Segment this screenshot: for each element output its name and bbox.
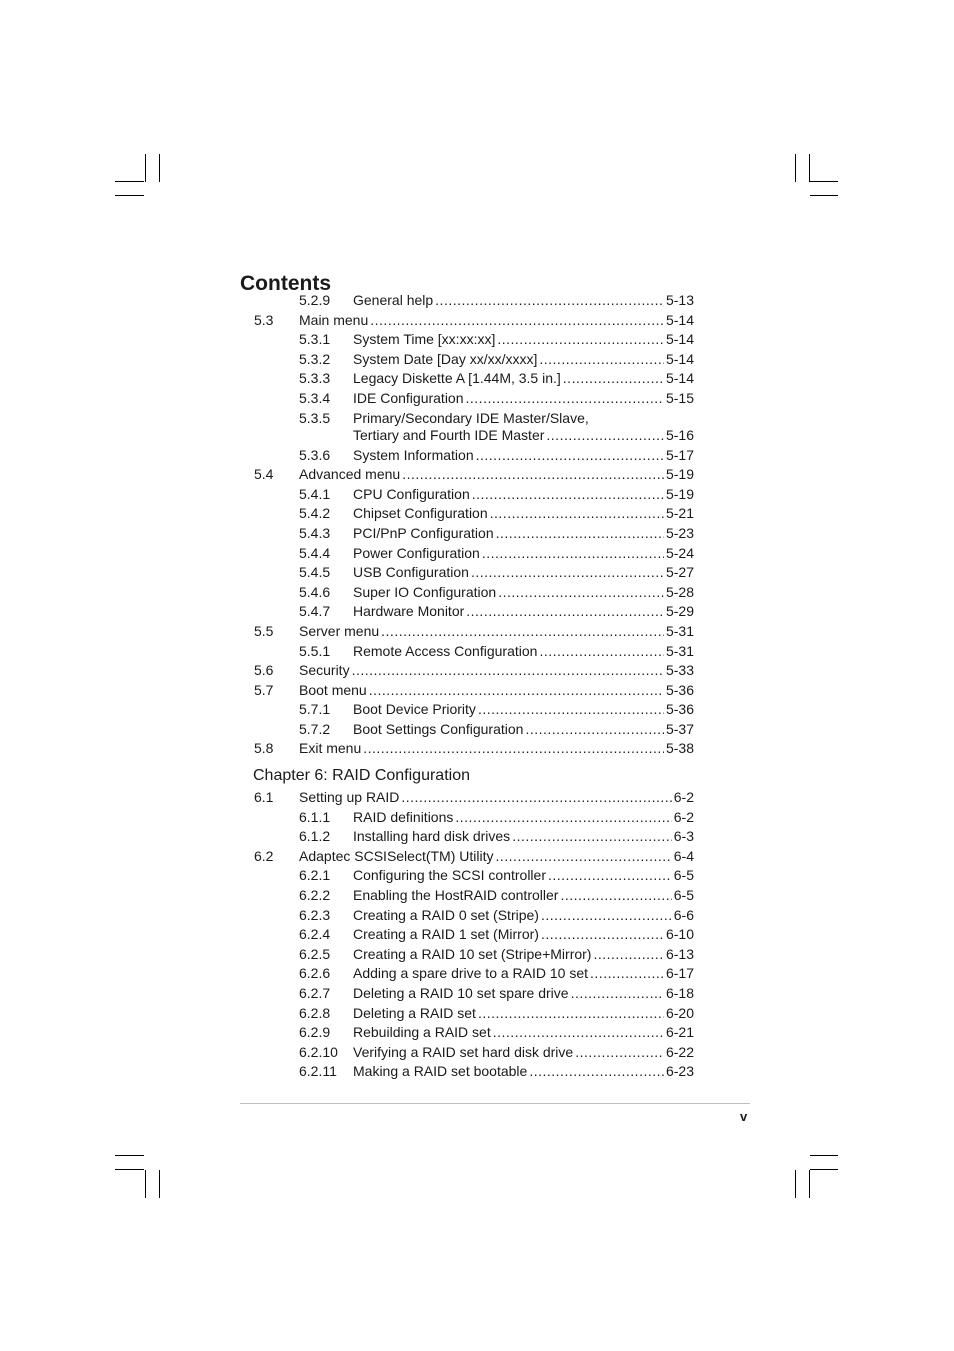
dot-leader bbox=[548, 866, 672, 886]
toc-entry[interactable] bbox=[0, 886, 954, 906]
toc-entry-title: Making a RAID set bootable bbox=[353, 1063, 528, 1080]
dot-leader bbox=[482, 544, 664, 564]
toc-entry-title: Creating a RAID 1 set (Mirror) bbox=[353, 926, 539, 943]
toc-entry-page: 5-19 bbox=[665, 485, 694, 502]
toc-entry-page: 6-10 bbox=[665, 926, 694, 943]
table-of-contents bbox=[0, 291, 954, 1082]
toc-entry-page: 6-20 bbox=[665, 1004, 694, 1021]
toc-entry-number: 5.8 bbox=[254, 740, 274, 757]
toc-entry-page: 5-17 bbox=[665, 446, 694, 463]
dot-leader bbox=[478, 700, 664, 720]
toc-entry[interactable] bbox=[0, 866, 954, 886]
toc-entry-number: 6.2.11 bbox=[299, 1063, 337, 1080]
toc-entry-number: 6.2.9 bbox=[299, 1024, 331, 1041]
dot-leader bbox=[575, 1043, 664, 1063]
toc-entry-title: Advanced menu bbox=[299, 466, 401, 483]
toc-entry-title: Main menu bbox=[299, 311, 369, 328]
toc-entry-number: 5.5 bbox=[254, 622, 274, 639]
toc-entry-title: Super IO Configuration bbox=[353, 583, 497, 600]
toc-entry-page: 5-37 bbox=[665, 720, 694, 737]
dot-leader bbox=[539, 350, 664, 370]
toc-entry-number: 5.4.6 bbox=[299, 583, 331, 600]
dot-leader bbox=[496, 524, 664, 544]
toc-entry[interactable] bbox=[0, 291, 954, 311]
toc-entry[interactable] bbox=[0, 504, 954, 524]
toc-entry-title: System Date [Day xx/xx/xxxx] bbox=[353, 350, 538, 367]
toc-entry-title: Deleting a RAID 10 set spare drive bbox=[353, 985, 569, 1001]
toc-entry-title: Configuring the SCSI controller bbox=[353, 867, 546, 884]
toc-entry-page: 5-14 bbox=[665, 311, 694, 328]
toc-entry-number: 6.2.6 bbox=[299, 965, 331, 982]
toc-entry[interactable] bbox=[0, 661, 954, 681]
toc-entry-page: 5-19 bbox=[665, 466, 694, 483]
toc-entry-page: 5-36 bbox=[665, 701, 694, 718]
dot-leader bbox=[498, 583, 664, 603]
toc-entry[interactable] bbox=[0, 720, 954, 740]
toc-entry-number: 5.3.6 bbox=[299, 446, 331, 463]
toc-entry-number: 5.6 bbox=[254, 662, 274, 679]
dot-leader bbox=[541, 925, 664, 945]
toc-entry-title: Exit menu bbox=[299, 740, 362, 757]
chapter-6-heading-block bbox=[0, 759, 954, 788]
toc-entry-title: System Time [xx:xx:xx] bbox=[353, 331, 496, 348]
toc-entry-title: Creating a RAID 0 set (Stripe) bbox=[353, 906, 539, 923]
toc-entry-title: Enabling the HostRAID controller bbox=[353, 887, 559, 904]
toc-entry-title: Creating a RAID 10 set (Stripe+Mirror) bbox=[353, 945, 592, 962]
toc-entry-number: 6.2.2 bbox=[299, 887, 331, 904]
dot-leader bbox=[363, 739, 664, 759]
dot-leader bbox=[496, 847, 672, 867]
dot-leader bbox=[466, 602, 664, 622]
toc-entry-number: 5.4.3 bbox=[299, 524, 331, 541]
chapter-6-entries bbox=[0, 788, 954, 1082]
dot-leader bbox=[476, 446, 664, 466]
toc-entry-page: 6-5 bbox=[673, 887, 694, 904]
toc-entry[interactable] bbox=[0, 788, 954, 808]
toc-entry[interactable] bbox=[0, 485, 954, 505]
toc-entry[interactable] bbox=[0, 602, 954, 622]
toc-entry-title: PCI/PnP Configuration bbox=[353, 524, 494, 541]
toc-entry-number: 5.4.7 bbox=[299, 603, 331, 620]
dot-leader bbox=[593, 945, 664, 965]
toc-entry-number: 6.1 bbox=[254, 789, 274, 806]
chapter-5-entries bbox=[0, 291, 954, 759]
toc-entry-number: 6.2.4 bbox=[299, 926, 331, 943]
toc-entry-page: 5-15 bbox=[665, 389, 694, 406]
toc-entry-title: Boot Device Priority bbox=[353, 701, 476, 718]
toc-entry[interactable] bbox=[0, 544, 954, 564]
toc-entry[interactable] bbox=[0, 563, 954, 583]
dot-leader bbox=[529, 1062, 664, 1082]
toc-entry[interactable] bbox=[0, 389, 954, 409]
dot-leader bbox=[560, 886, 671, 906]
toc-entry[interactable] bbox=[0, 847, 954, 867]
toc-entry-page: 6-5 bbox=[673, 867, 694, 884]
dot-leader bbox=[471, 563, 664, 583]
toc-entry-page: 5-14 bbox=[665, 370, 694, 387]
toc-entry-page: 5-33 bbox=[665, 662, 694, 679]
page-number: v bbox=[740, 1109, 748, 1124]
toc-entry-title: Primary/Secondary IDE Master/Slave, bbox=[353, 409, 589, 426]
toc-entry-title: Legacy Diskette A [1.44M, 3.5 in.] bbox=[353, 370, 561, 387]
dot-leader bbox=[497, 330, 664, 350]
toc-entry-number: 5.4.1 bbox=[299, 485, 331, 502]
dot-leader bbox=[571, 984, 664, 1004]
toc-entry[interactable] bbox=[0, 964, 954, 984]
toc-entry-title: Server menu bbox=[299, 622, 380, 639]
dot-leader bbox=[369, 681, 664, 701]
toc-entry-number: 6.1.2 bbox=[299, 828, 331, 845]
toc-entry-page: 6-3 bbox=[673, 828, 694, 845]
toc-entry[interactable] bbox=[0, 925, 954, 945]
dot-leader bbox=[493, 1023, 664, 1043]
toc-entry-number: 5.7.1 bbox=[299, 701, 331, 718]
toc-entry-title: Rebuilding a RAID set bbox=[353, 1024, 491, 1041]
toc-entry-title: Adding a spare drive to a RAID 10 set bbox=[353, 965, 589, 982]
toc-entry-number: 5.4.4 bbox=[299, 544, 331, 561]
toc-entry-title: Security bbox=[299, 662, 350, 679]
dot-leader bbox=[402, 465, 664, 485]
dot-leader bbox=[512, 827, 672, 847]
toc-entry-title: Adaptec SCSISelect(TM) Utility bbox=[299, 847, 494, 864]
dot-leader bbox=[478, 1004, 664, 1024]
toc-entry-page: 5-13 bbox=[665, 292, 694, 308]
toc-entry-title: CPU Configuration bbox=[353, 485, 470, 502]
toc-entry-title: Deleting a RAID set bbox=[353, 1004, 476, 1021]
toc-entry[interactable] bbox=[0, 906, 954, 926]
toc-entry-title: Remote Access Configuration bbox=[353, 642, 538, 659]
toc-entry-number: 6.2.3 bbox=[299, 906, 331, 923]
toc-entry-title: Setting up RAID bbox=[299, 789, 400, 806]
toc-entry-number: 5.7.2 bbox=[299, 720, 331, 737]
toc-entry-number: 5.5.1 bbox=[299, 642, 331, 659]
toc-entry[interactable] bbox=[0, 369, 954, 389]
toc-entry-title: Tertiary and Fourth IDE Master bbox=[353, 427, 545, 444]
toc-entry-number: 5.3.5 bbox=[299, 409, 331, 426]
dot-leader bbox=[401, 788, 671, 808]
toc-entry-number: 6.2.1 bbox=[299, 867, 331, 884]
toc-entry-page: 5-24 bbox=[665, 544, 694, 561]
toc-entry[interactable] bbox=[0, 739, 954, 759]
toc-entry[interactable] bbox=[0, 808, 954, 828]
toc-entry-page: 6-21 bbox=[665, 1024, 694, 1041]
toc-entry[interactable] bbox=[0, 945, 954, 965]
dot-leader bbox=[472, 485, 664, 505]
toc-entry-title: Verifying a RAID set hard disk drive bbox=[353, 1043, 574, 1060]
toc-entry-number: 5.3 bbox=[254, 311, 274, 328]
toc-entry-page: 6-6 bbox=[673, 906, 694, 923]
toc-entry[interactable] bbox=[0, 984, 954, 1004]
toc-entry[interactable] bbox=[0, 1004, 954, 1024]
dot-leader bbox=[539, 642, 664, 662]
toc-entry[interactable] bbox=[0, 524, 954, 544]
toc-entry[interactable] bbox=[0, 827, 954, 847]
toc-entry[interactable] bbox=[0, 681, 954, 701]
toc-entry-page: 5-36 bbox=[665, 681, 694, 698]
dot-leader bbox=[352, 661, 664, 681]
toc-entry-page: 6-4 bbox=[673, 847, 694, 864]
toc-entry-number: 5.3.2 bbox=[299, 350, 331, 367]
toc-entry-page: 6-23 bbox=[665, 1063, 694, 1080]
toc-entry-page: 6-2 bbox=[673, 789, 694, 806]
footer-rule bbox=[240, 1103, 750, 1104]
toc-entry-number: 6.2.5 bbox=[299, 945, 331, 962]
toc-entry-page: 5-14 bbox=[665, 331, 694, 348]
toc-entry-number: 5.3.1 bbox=[299, 331, 331, 348]
toc-entry-page: 5-31 bbox=[665, 622, 694, 639]
toc-entry-page: 5-14 bbox=[665, 350, 694, 367]
toc-entry-title: General help bbox=[353, 292, 434, 308]
toc-entry[interactable] bbox=[0, 700, 954, 720]
toc-entry[interactable] bbox=[0, 465, 954, 485]
toc-entry-number: 6.2 bbox=[254, 847, 274, 864]
toc-entry-number: 6.1.1 bbox=[299, 808, 331, 825]
toc-entry-title: Installing hard disk drives bbox=[353, 828, 511, 845]
toc-entry-number: 5.3.3 bbox=[299, 370, 331, 387]
page-title: Contents bbox=[240, 272, 331, 296]
toc-entry-title: Boot Settings Configuration bbox=[353, 720, 524, 737]
toc-entry[interactable] bbox=[0, 1023, 954, 1043]
toc-entry-number: 6.2.8 bbox=[299, 1004, 331, 1021]
toc-entry-page: 5-27 bbox=[665, 564, 694, 581]
toc-entry-number: 5.7 bbox=[254, 681, 274, 698]
dot-leader bbox=[381, 622, 664, 642]
toc-entry-number: 5.2.9 bbox=[299, 292, 331, 308]
toc-entry-number: 5.4 bbox=[254, 466, 274, 483]
toc-entry-page: 6-17 bbox=[665, 965, 694, 982]
toc-entry-number: 5.3.4 bbox=[299, 389, 331, 406]
toc-entry-page: 6-22 bbox=[665, 1043, 694, 1060]
toc-entry[interactable] bbox=[0, 446, 954, 466]
dot-leader bbox=[370, 311, 664, 331]
dot-leader bbox=[546, 426, 664, 446]
toc-entry-title: RAID definitions bbox=[353, 808, 454, 825]
toc-entry-page: 5-21 bbox=[665, 505, 694, 522]
dot-leader bbox=[590, 964, 664, 984]
toc-entry-title: Power Configuration bbox=[353, 544, 480, 561]
toc-entry-page: 5-29 bbox=[665, 603, 694, 620]
toc-entry[interactable] bbox=[0, 350, 954, 370]
toc-entry[interactable] bbox=[0, 642, 954, 662]
dot-leader bbox=[490, 504, 664, 524]
toc-entry-number: 5.4.5 bbox=[299, 564, 331, 581]
toc-entry[interactable] bbox=[0, 409, 954, 446]
toc-entry-page: 5-31 bbox=[665, 642, 694, 659]
dot-leader bbox=[541, 906, 672, 926]
toc-entry-title: IDE Configuration bbox=[353, 389, 464, 406]
toc-entry-title: System Information bbox=[353, 446, 474, 463]
toc-entry[interactable] bbox=[0, 330, 954, 350]
toc-entry[interactable] bbox=[0, 583, 954, 603]
toc-entry-page: 5-16 bbox=[665, 427, 694, 444]
toc-entry[interactable] bbox=[0, 1062, 954, 1082]
toc-entry-title: Hardware Monitor bbox=[353, 603, 465, 620]
toc-entry-title: Chipset Configuration bbox=[353, 505, 488, 522]
toc-entry-number: 5.4.2 bbox=[299, 505, 331, 522]
toc-entry[interactable] bbox=[0, 622, 954, 642]
dot-leader bbox=[435, 291, 664, 311]
toc-entry-number: 6.2.7 bbox=[299, 985, 331, 1001]
toc-entry-number: 6.2.10 bbox=[299, 1043, 338, 1060]
dot-leader bbox=[563, 369, 664, 389]
toc-entry-page: 6-2 bbox=[673, 808, 694, 825]
dot-leader bbox=[455, 808, 671, 828]
dot-leader bbox=[525, 720, 664, 740]
toc-entry-page: 6-13 bbox=[665, 945, 694, 962]
toc-entry-page: 5-38 bbox=[665, 740, 694, 757]
dot-leader bbox=[466, 389, 664, 409]
toc-entry-page: 5-23 bbox=[665, 524, 694, 541]
toc-entry[interactable] bbox=[0, 311, 954, 331]
toc-entry-title: Boot menu bbox=[299, 681, 367, 698]
chapter-6-heading: Chapter 6: RAID Configuration bbox=[253, 767, 470, 785]
toc-entry-page: 5-28 bbox=[665, 583, 694, 600]
toc-entry-page: 6-18 bbox=[665, 985, 694, 1001]
toc-entry[interactable] bbox=[0, 1043, 954, 1063]
toc-entry-title: USB Configuration bbox=[353, 564, 469, 581]
